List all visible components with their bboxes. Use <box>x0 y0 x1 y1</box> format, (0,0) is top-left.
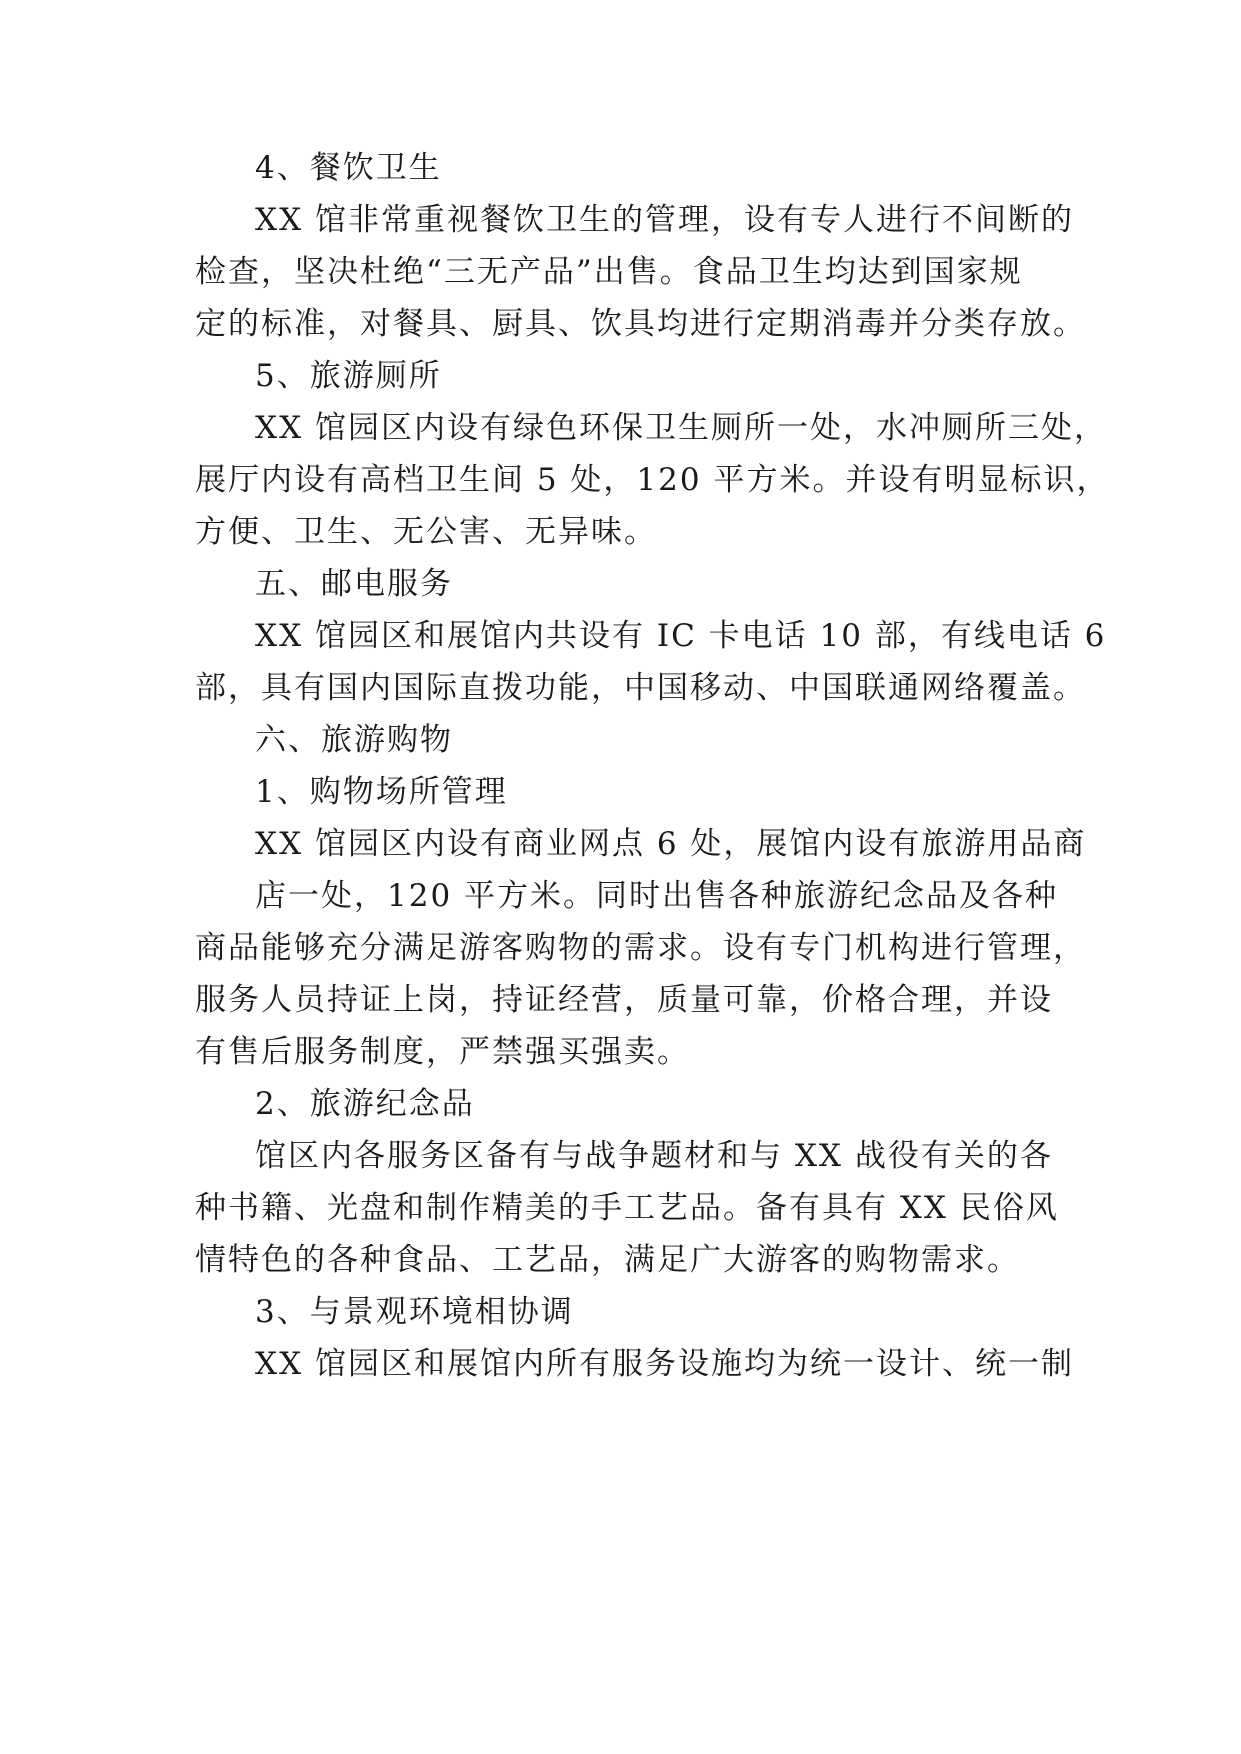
paragraph-line: 服务人员持证上岗，持证经营，质量可靠，价格合理，并设 <box>195 982 1053 1018</box>
paragraph-line: 有售后服务制度，严禁强买强卖。 <box>195 1034 690 1070</box>
heading-catering-hygiene: 4、餐饮卫生 <box>255 150 442 186</box>
paragraph-line: XX 馆园区内设有商业网点 6 处，展馆内设有旅游用品商 <box>255 826 1087 862</box>
paragraph-line: XX 馆园区和展馆内共设有 IC 卡电话 10 部，有线电话 6 <box>255 618 1107 654</box>
paragraph-line: 方便、卫生、无公害、无异味。 <box>195 514 657 550</box>
heading-souvenirs: 2、旅游纪念品 <box>255 1086 475 1122</box>
paragraph-line: 展厅内设有高档卫生间 5 处，120 平方米。并设有明显标识， <box>195 462 1110 498</box>
heading-landscape-harmony: 3、与景观环境相协调 <box>255 1294 574 1330</box>
paragraph-line: 店一处，120 平方米。同时出售各种旅游纪念品及各种 <box>255 878 1059 914</box>
paragraph-line: XX 馆园区内设有绿色环保卫生厕所一处，水冲厕所三处， <box>255 410 1107 446</box>
heading-tourist-toilets: 5、旅游厕所 <box>255 358 442 394</box>
paragraph-line: 种书籍、光盘和制作精美的手工艺品。备有具有 XX 民俗风 <box>195 1190 1059 1226</box>
paragraph-line: 情特色的各种食品、工艺品，满足广大游客的购物需求。 <box>195 1242 1020 1278</box>
heading-shopping-management: 1、购物场所管理 <box>255 774 508 810</box>
heading-tourist-shopping: 六、旅游购物 <box>255 722 453 758</box>
paragraph-line: 定的标准，对餐具、厨具、饮具均进行定期消毒并分类存放。 <box>195 306 1086 342</box>
paragraph-line: 商品能够充分满足游客购物的需求。设有专门机构进行管理， <box>195 930 1086 966</box>
paragraph-line: XX 馆非常重视餐饮卫生的管理，设有专人进行不间断的 <box>255 202 1074 238</box>
paragraph-line: 检查，坚决杜绝“三无产品”出售。食品卫生均达到国家规 <box>195 254 1023 290</box>
heading-post-telecom: 五、邮电服务 <box>255 566 453 602</box>
paragraph-line: 馆区内各服务区备有与战争题材和与 XX 战役有关的各 <box>255 1138 1053 1174</box>
paragraph-line: XX 馆园区和展馆内所有服务设施均为统一设计、统一制 <box>255 1346 1074 1382</box>
paragraph-line: 部，具有国内国际直拨功能，中国移动、中国联通网络覆盖。 <box>195 670 1086 706</box>
